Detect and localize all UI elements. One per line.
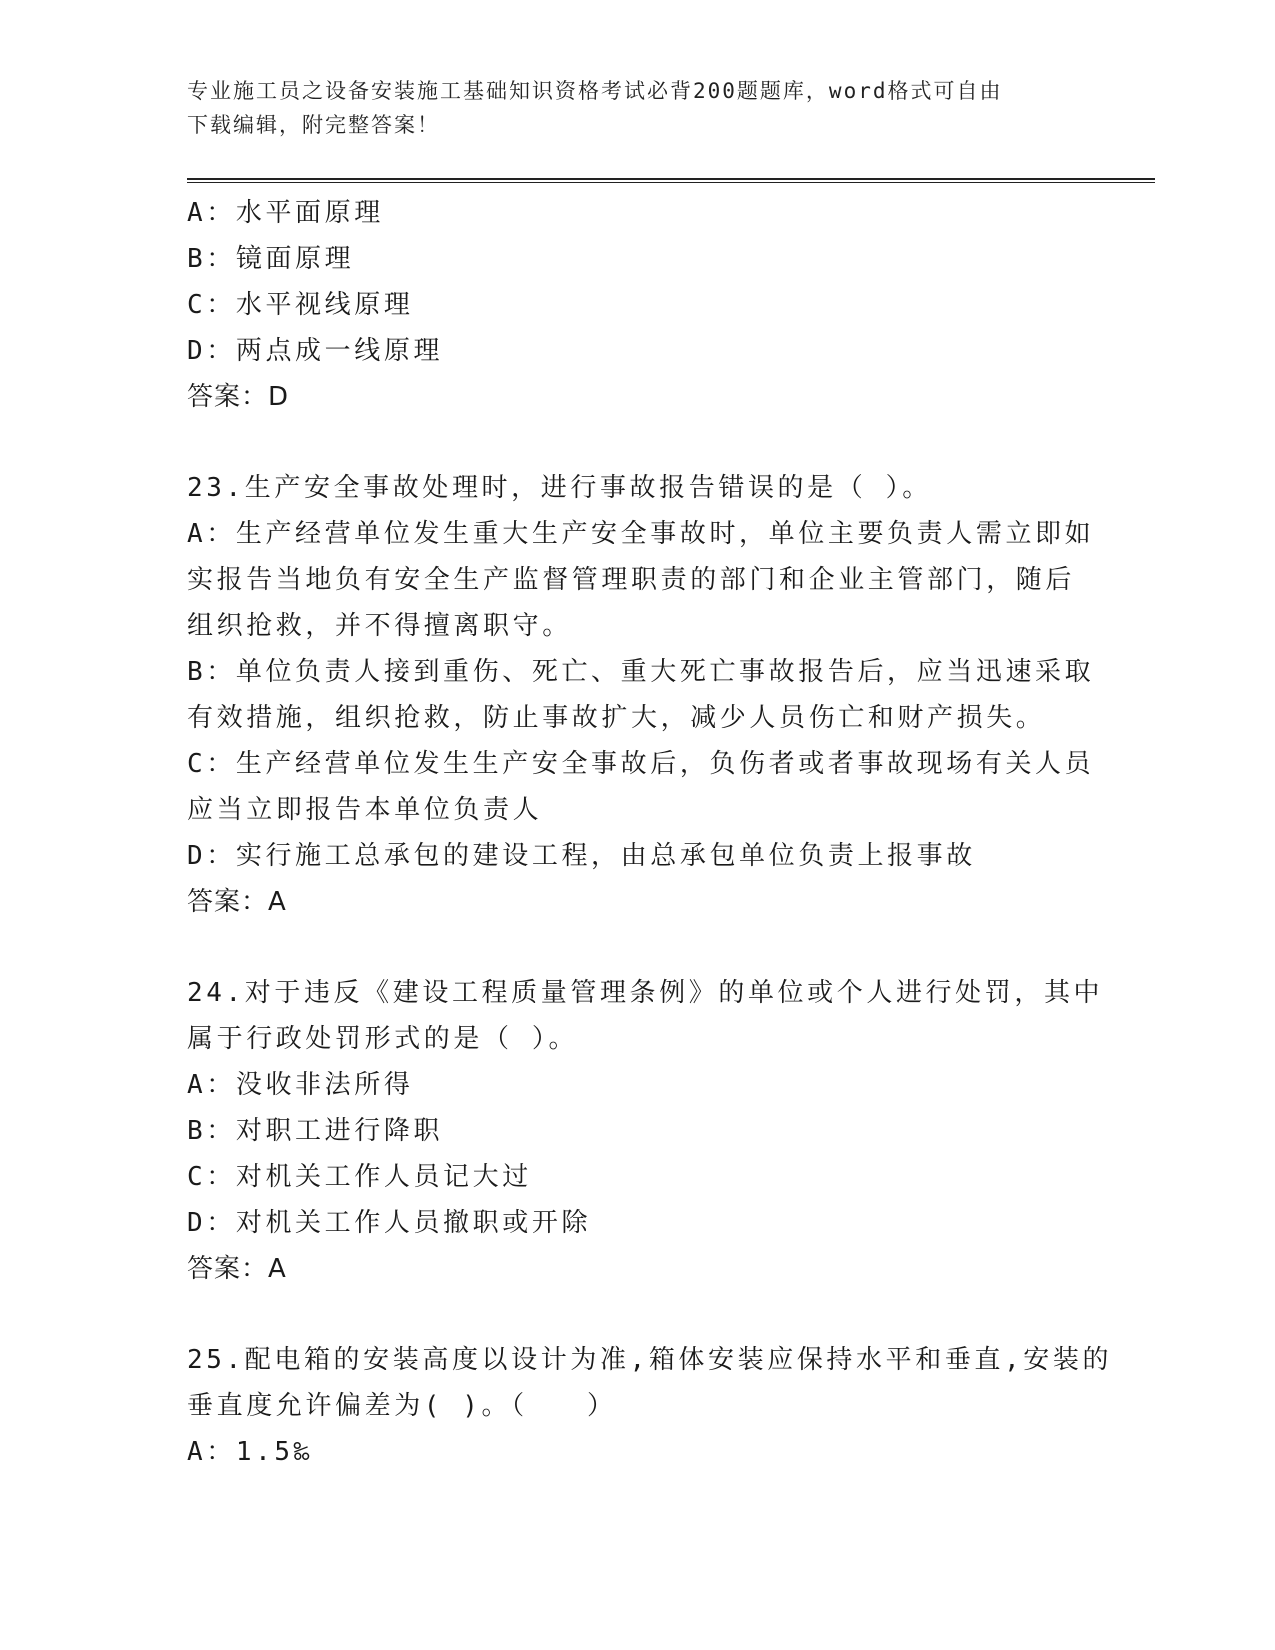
option-b: B：对职工进行降职 xyxy=(187,1116,444,1146)
question-22 xyxy=(187,190,1087,420)
spacer xyxy=(187,1292,1087,1337)
option-c-line-2: 应当立即报告本单位负责人 xyxy=(187,795,543,825)
option-a: A：没收非法所得 xyxy=(187,1070,414,1100)
option-a: A：水平面原理 xyxy=(187,198,384,228)
question-23 xyxy=(187,465,1095,925)
spacer xyxy=(187,925,1087,970)
document-header xyxy=(187,74,1067,142)
question-content xyxy=(187,190,1113,1475)
question-stem-line-2: 属于行政处罚形式的是（ ）。 xyxy=(187,1024,579,1054)
option-d: D：两点成一线原理 xyxy=(187,336,444,366)
option-b-line-1: B：单位负责人接到重伤、死亡、重大死亡事故报告后，应当迅速采取 xyxy=(187,657,1095,687)
answer-23: 答案：A xyxy=(187,887,287,917)
option-c-line-1: C：生产经营单位发生生产安全事故后，负伤者或者事故现场有关人员 xyxy=(187,749,1095,779)
answer-24: 答案：A xyxy=(187,1254,287,1284)
option-c: C：对机关工作人员记大过 xyxy=(187,1162,532,1192)
question-stem-line-1: 24.对于违反《建设工程质量管理条例》的单位或个人进行处罚，其中 xyxy=(187,978,1104,1008)
question-stem-line-1: 25.配电箱的安装高度以设计为准,箱体安装应保持水平和垂直,安装的 xyxy=(187,1345,1113,1375)
option-a-line-3: 组织抢救，并不得擅离职守。 xyxy=(187,611,572,641)
question-24 xyxy=(187,970,1104,1292)
option-a-line-2: 实报告当地负有安全生产监督管理职责的部门和企业主管部门，随后 xyxy=(187,565,1076,595)
option-a: A：1.5‰ xyxy=(187,1437,313,1467)
option-d: D：对机关工作人员撤职或开除 xyxy=(187,1208,592,1238)
answer-22: 答案：D xyxy=(187,382,290,412)
option-b-line-2: 有效措施，组织抢救，防止事故扩大，减少人员伤亡和财产损失。 xyxy=(187,703,1046,733)
option-c: C：水平视线原理 xyxy=(187,290,414,320)
question-25 xyxy=(187,1337,1113,1475)
header-line-1: 专业施工员之设备安装施工基础知识资格考试必背200题题库，word格式可自由 xyxy=(187,79,1003,103)
header-rule-thin xyxy=(187,182,1155,183)
header-line-2: 下载编辑，附完整答案！ xyxy=(187,113,440,137)
option-a-line-1: A：生产经营单位发生重大生产安全事故时，单位主要负责人需立即如 xyxy=(187,519,1095,549)
option-d: D：实行施工总承包的建设工程，由总承包单位负责上报事故 xyxy=(187,841,976,871)
question-stem-line-2: 垂直度允许偏差为( )。（ ） xyxy=(187,1391,617,1421)
option-b: B：镜面原理 xyxy=(187,244,355,274)
spacer xyxy=(187,420,1087,465)
question-stem: 23.生产安全事故处理时，进行事故报告错误的是（ ）。 xyxy=(187,473,932,503)
header-rule-thick xyxy=(187,178,1155,180)
